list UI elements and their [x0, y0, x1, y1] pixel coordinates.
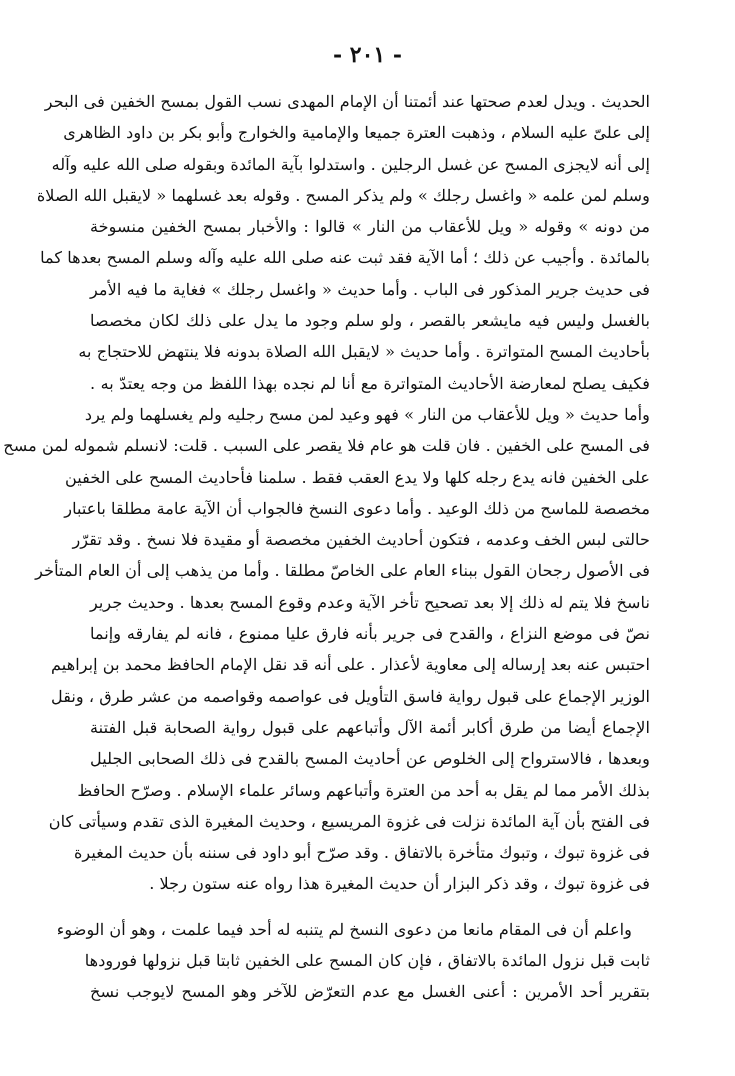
- text-line: فى الأصول رجحان القول ببناء العام على الخاصّ مطلقا . وأما من يذهب إلى أن العام المتأخر: [35, 561, 650, 581]
- text-line: الحديث . ويدل لعدم صحتها عند أئمتنا أن الإمام المهدى نسب القول بمسح الخفين فى البحر: [44, 92, 650, 111]
- text-line: واعلم أن فى المقام مانعا من دعوى النسخ لم يتنبه له أحد فيما علمت ، وهو أن الوضوء: [56, 919, 632, 939]
- text-line: فى حديث جرير المذكور فى الباب . وأما حديث « واغسل رجلك » فغاية ما فيه الأمر: [90, 279, 650, 299]
- text-line: نصّ فى موضع النزاع ، والقدح فى جرير بأنه فارق عليا ممنوع ، فانه لم يفارقه وإنما: [90, 624, 650, 644]
- text-line: وأما حديث « ويل للأعقاب من النار » فهو وعيد لمن مسح رجليه ولم يغسلهما ولم يرد: [84, 404, 650, 424]
- text-line: إلى علىّ عليه السلام ، وذهبت العترة جميعا والإمامية والخوارج وأبو بكر بن داود الظاهرى: [63, 123, 650, 143]
- text-line: فى المسح على الخفين . فان قلت هو عام فلا يقصر على السبب . قلت: لانسلم شموله لمن مسح: [3, 436, 650, 456]
- text-line: من دونه » وقوله « ويل للأعقاب من النار » قالوا : والأخبار بمسح الخفين منسوخة: [90, 217, 650, 237]
- paragraph: [56, 914, 650, 1008]
- text-line: فى غزوة تبوك ، وتبوك متأخرة بالاتفاق . وقد صرّح أبو داود فى سننه بأن حديث المغيرة: [73, 843, 650, 863]
- text-line: حالتى لبس الخف وعدمه ، فتكون أحاديث الخفين مخصصة أو مقيدة فلا نسخ . وقد تقرّر: [72, 530, 650, 550]
- text-line: بذلك الأمر مما لم يقل به أحد من العترة وأتباعهم وسائر علماء الإسلام . وصرّح الحافظ: [77, 780, 650, 800]
- text-line: وسلم لمن علمه « واغسل رجلك » ولم يذكر المسح . وقوله بعد غسلهما « لايقبل الله الصلاة: [36, 185, 650, 205]
- text-line: الوزير الإجماع على قبول رواية فاسق التأويل فى عواصمه وقواصمه من عشر طرق ، ونقل: [50, 686, 650, 706]
- paragraph-gap: [90, 900, 650, 914]
- text-line: بالمائدة . وأجيب عن ذلك ؛ أما الآية فقد ثبت عنه صلى الله عليه وآله وسلم المسح بعدها كما: [40, 248, 650, 268]
- text-line: فكيف يصلح لمعارضة الأحاديث المتواترة مع أنا لم نجده بهذا اللفظ من وجه يعتدّ به .: [90, 373, 650, 393]
- text-line: إلى أنه لايجزى المسح عن غسل الرجلين . واستدلوا بآية المائدة وبقوله صلى الله عليه وآله: [51, 154, 650, 174]
- text-line: مخصصة للماسح من ذلك الوعيد . وأما دعوى النسخ فالجواب أن الآية عامة مطلقا باعتبار: [64, 498, 650, 518]
- text-line: بتقرير أحد الأمرين : أعنى الغسل مع عدم التعرّض للآخر وهو المسح لايوجب نسخ: [90, 982, 650, 1002]
- text-line: ثابت قبل نزول المائدة بالاتفاق ، فإن كان المسح على الخفين ثابتا قبل نزولها فورودها: [84, 951, 650, 971]
- text-line: بالغسل وليس فيه مايشعر بالقصر ، ولو سلم وجود ما يدل على ذلك لكان مخصصا: [90, 311, 650, 331]
- text-line: وبعدها ، فالاسترواح إلى الخلوص عن أحاديث المسح بالقدح فى ذلك الصحابى الجليل: [90, 749, 650, 769]
- paragraph: [3, 86, 650, 900]
- text-line: على الخفين فانه يدع رجله كلها ولا يدع العقب فقط . سلمنا فأحاديث المسح على الخفين: [64, 467, 650, 487]
- text-line: الإجماع أيضا من طرق أكابر أئمة الآل وأتباعهم على قبول رواية الصحابة قبل الفتنة: [90, 717, 650, 737]
- text-line: فى غزوة تبوك ، وقد ذكر البزار أن حديث المغيرة هذا رواه عنه ستون رجلا .: [149, 874, 650, 894]
- page-number: - ٢٠١ -: [332, 42, 403, 68]
- body-text: [3, 86, 650, 1008]
- text-line: ناسخ فلا يتم له ذلك إلا بعد تصحيح تأخر الآية وعدم وقوع المسح بعدها . وحديث جرير: [90, 592, 650, 612]
- text-line: فى الفتح بأن آية المائدة نزلت فى غزوة المريسيع ، وحديث المغيرة الذى تقدم وسيأتى كان: [48, 811, 650, 831]
- text-line: احتبس عنه بعد إرساله إلى معاوية لأعذار . على أنه قد نقل الإمام الحافظ محمد بن إبراهيم: [51, 655, 650, 675]
- text-line: بأحاديث المسح المتواترة . وأما حديث « لايقبل الله الصلاة بدونه فلا ينتهض للاحتجاج به: [78, 342, 650, 362]
